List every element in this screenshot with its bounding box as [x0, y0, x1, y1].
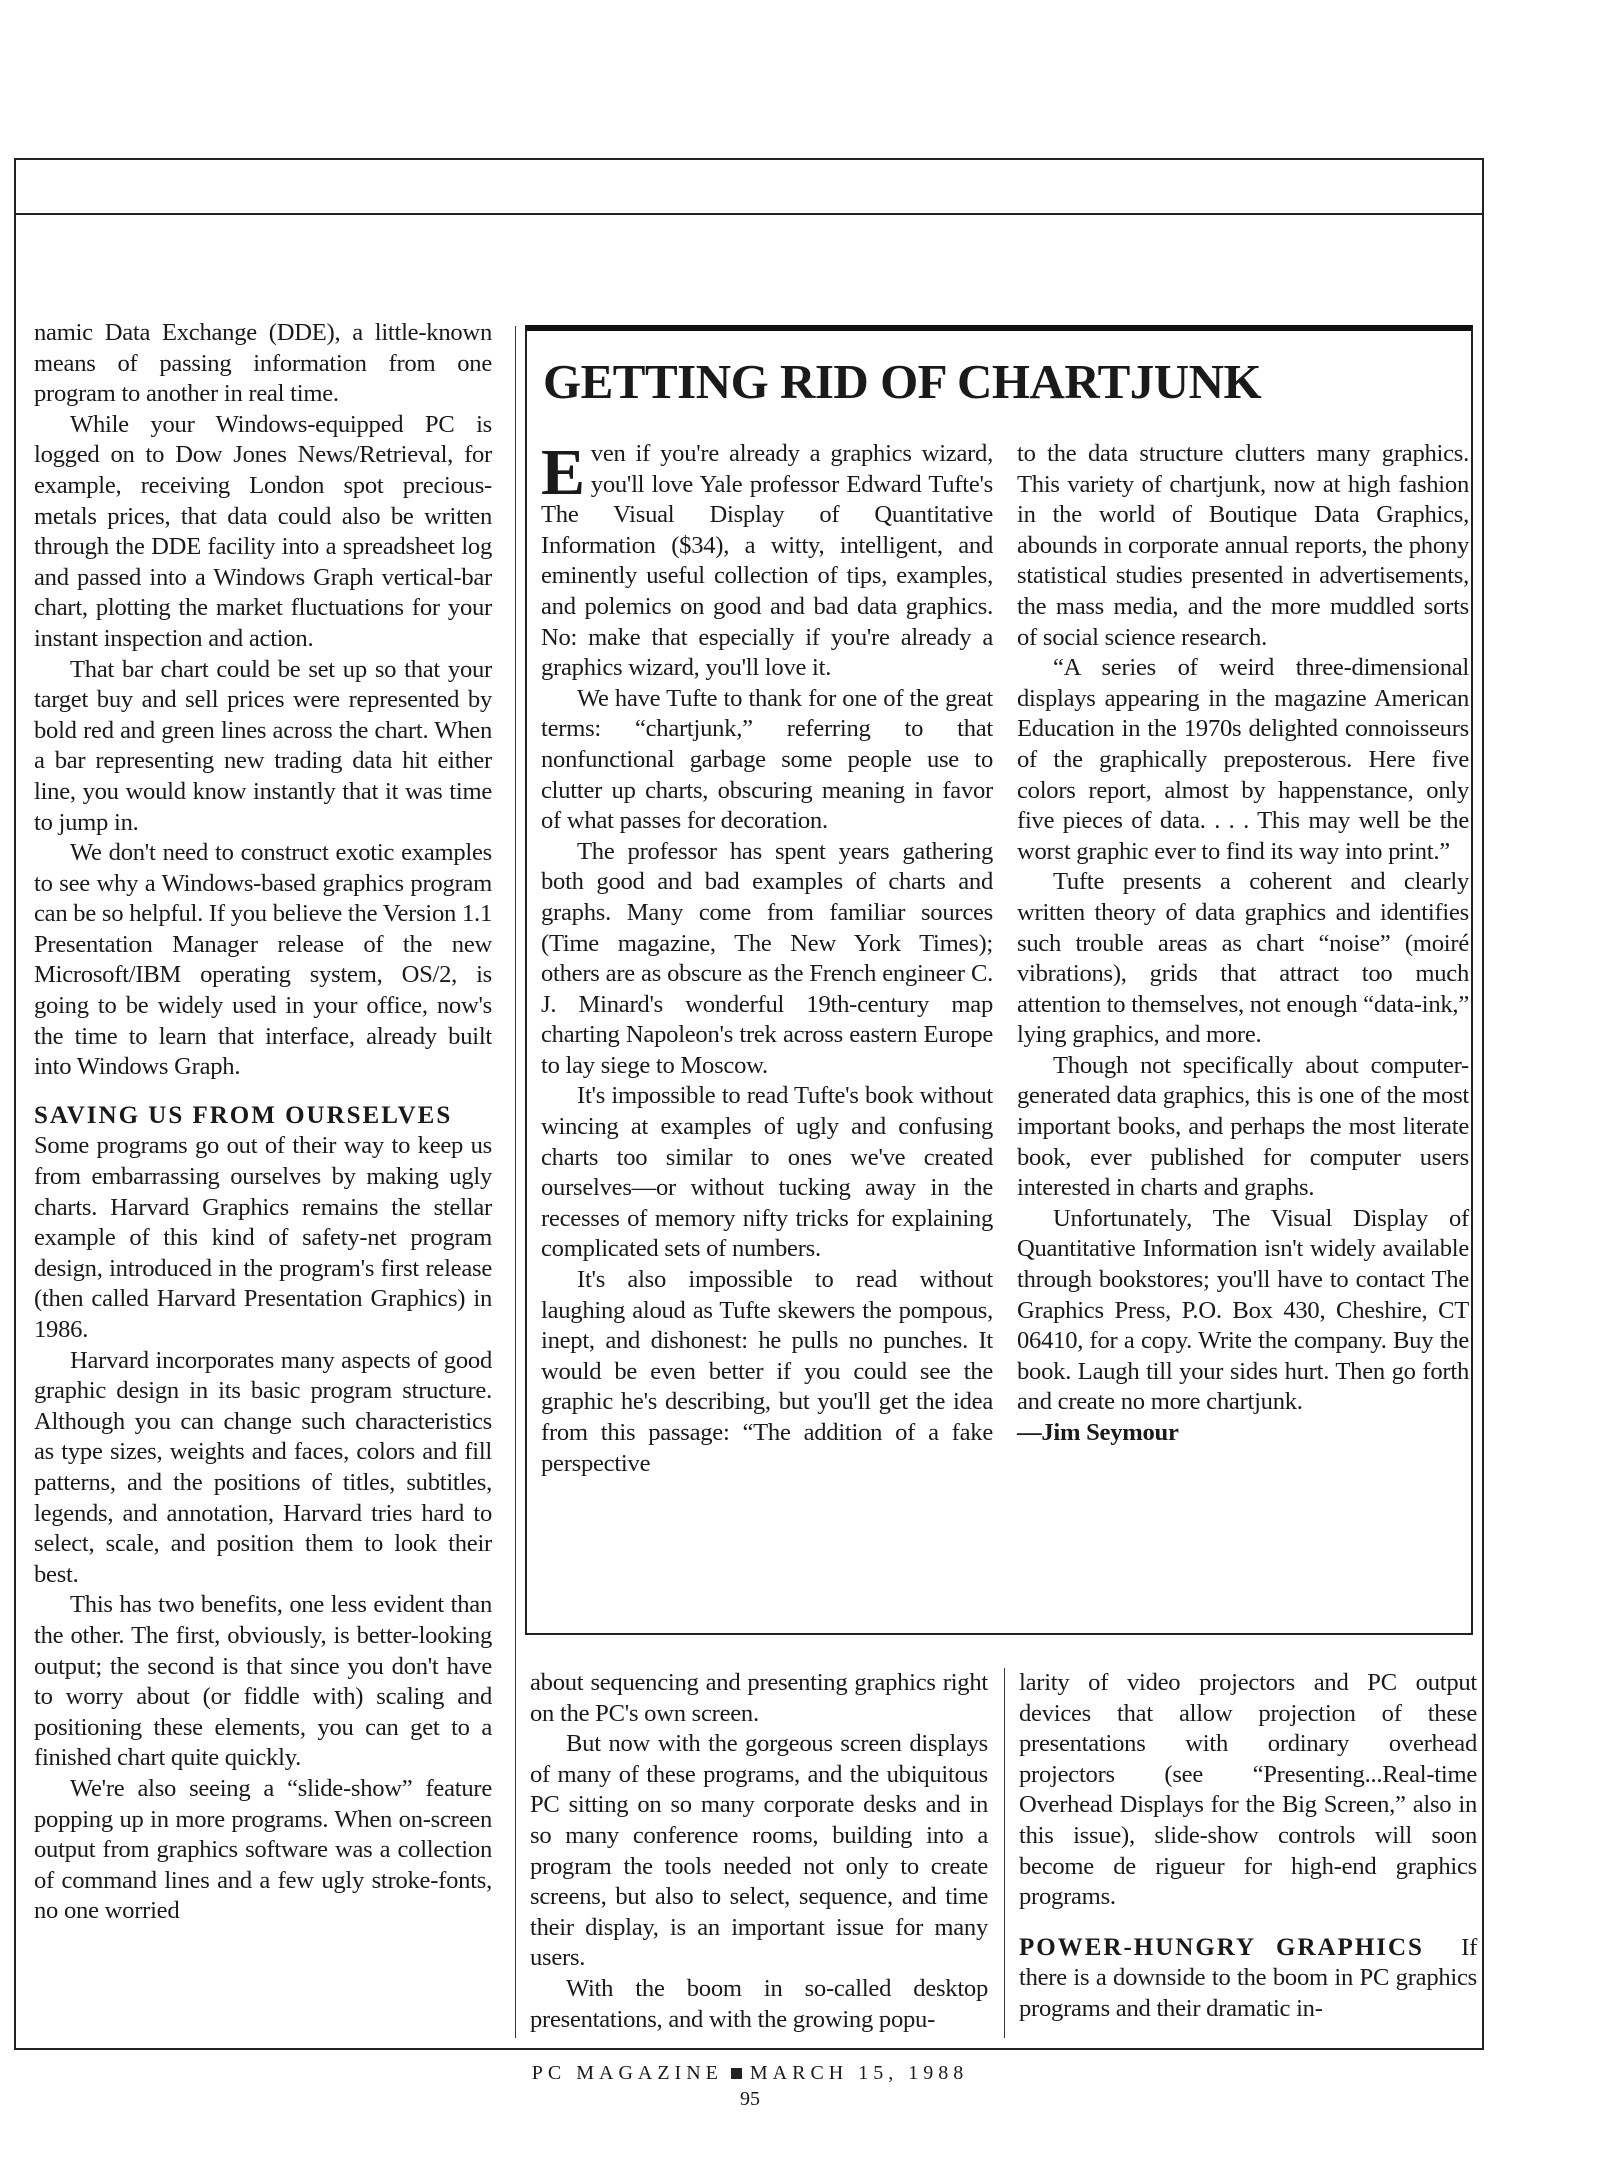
column-divider	[515, 326, 516, 2038]
sidebar-column-2	[1017, 439, 1469, 1449]
paragraph: Unfortunately, The Visual Display of Quantitative Information isn't widely available through bookstores; you'll have to contact The Graphics Press, P.O. Box 430, Cheshire, CT 06410, for a copy. Write the company. Buy the book. Laugh till your sides hurt. Then go forth and create no more chartjunk.	[1017, 1204, 1469, 1416]
paragraph: Some programs go out of their way to keep us from embarrassing ourselves by making ugly charts. Harvard Graphics remains the stellar example of this kind of safety-net program design, introduced in the program's first release (then called Harvard Presentation Graphics) in 1986.	[34, 1132, 492, 1343]
article-column-3	[1019, 1668, 1477, 2025]
section-heading: SAVING US FROM OURSELVES	[34, 1101, 453, 1129]
paragraph: Though not specifically about computer-generated data graphics, this is one of the most important books, and perhaps the most literate book, ever published for computer users interested in charts and graphs.	[1017, 1051, 1469, 1202]
paragraph: We don't need to construct exotic examples to see why a Windows-based graphics program can be so helpful. If you believe the Version 1.1 Presentation Manager release of the new Microsoft/IBM operating system, OS/2, is going to be widely used in your office, now's the time to learn that interface, already built into Windows Graph.	[34, 839, 492, 1081]
section-heading: POWER-HUNGRY GRAPHICS	[1019, 1933, 1424, 1961]
footer	[0, 2062, 1500, 2085]
paragraph: to the data structure clutters many graphics. This variety of chartjunk, now at high fashion in the world of Boutique Data Graphics, abounds in corporate annual reports, the phony statistical studies presented in advertisements, the mass media, and the more muddled sorts of social science research.	[1017, 440, 1469, 651]
magazine-name: PC MAGAZINE	[531, 2062, 723, 2084]
article-column-2	[530, 1668, 988, 2035]
paragraph-text: If there is a downside to the boom in PC graphics programs and their dramatic in-	[1019, 1933, 1478, 2022]
paragraph: The professor has spent years gathering both good and bad examples of charts and graphs. Many come from familiar sources (Time magazine, The New York Times); others are as obscure as the French engineer C. J. Minard's wonderful 19th-century map charting Napoleon's trek across eastern Europe to lay siege to Moscow.	[541, 837, 993, 1079]
paragraph: While your Windows-equipped PC is logged on to Dow Jones News/Retrieval, for example, receiving London spot precious-metals prices, that data could also be written through the DDE facility into a spreadsheet log and passed into a Windows Graph vertical-bar chart, plotting the market fluctuations for your instant inspection and action.	[34, 410, 492, 652]
paragraph: This has two benefits, one less evident than the other. The first, obviously, is better-looking output; the second is that since you don't have to worry about (or fiddle with) scaling and positioning these elements, you can get to a finished chart quite quickly.	[34, 1591, 492, 1772]
square-bullet-icon	[731, 2068, 742, 2079]
column-divider	[1004, 1668, 1005, 2038]
page-number: 95	[740, 2088, 760, 2110]
paragraph: Harvard incorporates many aspects of good graphic design in its basic program structure. Although you can change such characteristics as type sizes, weights and faces, colors and fill patterns, and the positions of titles, subtitles, legends, and annotation, Harvard tries hard to select, scale, and position them to look their best.	[34, 1346, 492, 1588]
paragraph: It's also impossible to read without laughing aloud as Tufte skewers the pompous, inept, and dishonest: he pulls no punches. It would be even better if you could see the graphic he's describing, but you'll get the idea from this passage: “The addition of a fake perspective	[541, 1266, 993, 1477]
paragraph	[541, 436, 993, 684]
article-column-1	[34, 318, 492, 1927]
paragraph-text: ven if you're already a graphics wizard, you'll love Yale professor Edward Tufte's The Visual Display of Quantitative Information ($34), a witty, intelligent, and eminently useful collection of tips, examples, and polemics on good and bad data graphics. No: make that especially if you're already a graphics wizard, you'll love it.	[541, 440, 993, 682]
paragraph: We're also seeing a “slide-show” feature popping up in more programs. When on-screen output from graphics software was a collection of command lines and a few ugly stroke-fonts, no one worried	[34, 1774, 492, 1925]
paragraph: larity of video projectors and PC output devices that allow projection of these presentations with ordinary overhead projectors (see “Presenting...Real-time Overhead Displays for the Big Screen,” also in this issue), slide-show controls will soon become de rigueur for high-end graphics programs.	[1019, 1669, 1477, 1911]
paragraph: “A series of weird three-dimensional displays appearing in the magazine American Education in the 1970s delighted connoisseurs of the graphically preposterous. Here five colors report, almost by happenstance, only five pieces of data. . . . This may well be the worst graphic ever to find its way into print.”	[1017, 654, 1469, 865]
paragraph: It's impossible to read Tufte's book without wincing at examples of ugly and confusing charts too similar to ones we've created ourselves—or without tucking away in the recesses of memory nifty tricks for explaining complicated sets of numbers.	[541, 1082, 993, 1263]
paragraph: That bar chart could be set up so that your target buy and sell prices were represented by bold red and green lines across the chart. When a bar representing new trading data hit either line, you would know instantly that it was time to jump in.	[34, 655, 492, 836]
sidebar-title: GETTING RID OF CHARTJUNK	[543, 354, 1262, 409]
header-rule	[14, 213, 1484, 215]
issue-date: MARCH 15, 1988	[749, 2062, 969, 2084]
sidebar-box	[525, 325, 1473, 1635]
paragraph: Tufte presents a coherent and clearly written theory of data graphics and identifies such trouble areas as chart “noise” (moiré vibrations), grids that attract too much attention to themselves, not enough “data-ink,” lying graphics, and more.	[1017, 868, 1469, 1049]
paragraph: We have Tufte to thank for one of the great terms: “chartjunk,” referring to that nonfunctional garbage some people use to clutter up charts, obscuring meaning in favor of what passes for decoration.	[541, 684, 993, 835]
paragraph: With the boom in so-called desktop presentations, and with the growing popu-	[530, 1974, 988, 2033]
paragraph: But now with the gorgeous screen displays of many of these programs, and the ubiquitous PC sitting on so many corporate desks and in so many conference rooms, building into a program the tools needed not only to create screens, but also to select, sequence, and time their display, is an important issue for many users.	[530, 1730, 988, 1972]
paragraph: about sequencing and presenting graphics right on the PC's own screen.	[530, 1669, 988, 1727]
drop-cap: E	[541, 436, 585, 509]
paragraph	[1019, 1933, 1477, 2025]
paragraph: namic Data Exchange (DDE), a little-known means of passing information from one program to another in real time.	[34, 319, 492, 408]
byline: —Jim Seymour	[1017, 1419, 1179, 1446]
sidebar-column-1	[541, 436, 993, 1479]
